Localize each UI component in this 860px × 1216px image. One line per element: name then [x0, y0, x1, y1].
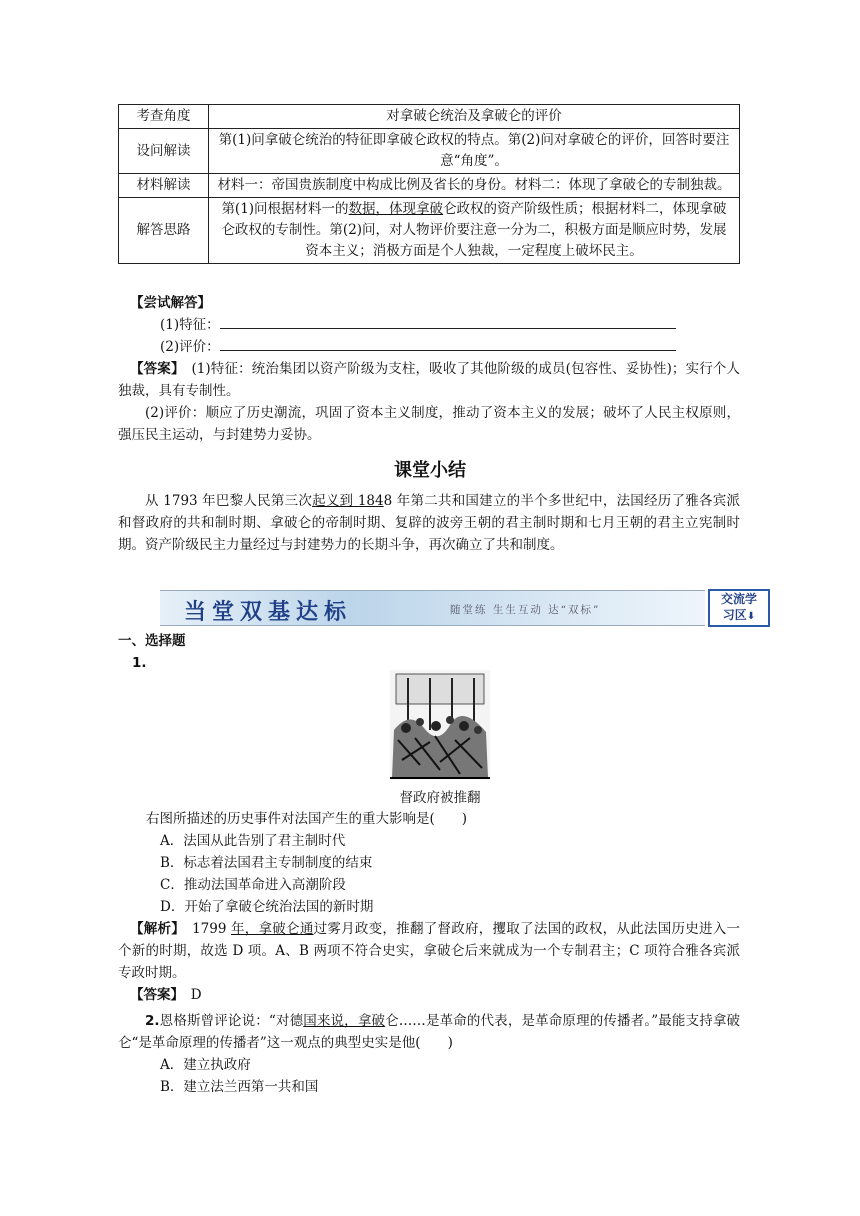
analysis-label: 【解析】: [130, 921, 179, 937]
text: 8 年第二共和国建立的半个多世纪中，法国经历了雅各宾派和督政府的共和制时期、拿破仑的帝制时期、复辟的波旁王朝的君主制时期和七月王朝的君主立宪制时期。资产阶级民主力量经过与封建势力的长期斗争，再次确立了共和制度。: [118, 493, 740, 553]
text: 交流学: [720, 592, 757, 606]
exchange-area-button[interactable]: [708, 589, 770, 627]
option-b[interactable]: B．建立法兰西第一共和国: [160, 1079, 319, 1095]
option-c[interactable]: C．推动法国革命进入高潮阶段: [160, 877, 346, 893]
table-value: [209, 198, 740, 264]
try-q2: [160, 336, 782, 358]
underlined-text: 国来说，拿破: [303, 1013, 386, 1029]
text: 恩格斯曾评论说：“对德: [159, 1013, 304, 1029]
text: 仑……是革命的代表，是革命原理的传播者。”最能支持拿破仑“是革命原理的传播者”这一观点的典型史实是他( ): [118, 1013, 741, 1051]
table-key: 设问解读: [119, 129, 209, 174]
section-heading: 一、选择题: [118, 633, 186, 649]
answer-blank[interactable]: [220, 314, 676, 329]
question-2-stem: [118, 1010, 740, 1054]
underlined-text: 数据，体现拿破: [348, 201, 444, 217]
text: 仑政权的资产阶级性质；根据材料二，体现拿破仑政权的专制性。第(2)问，对人物评价要注意一分为二，积极方面是顺应时势，发展资本主义；消极方面是个人独裁，一定程度上破坏民主。: [221, 201, 727, 259]
illustration-image: [390, 670, 490, 780]
table-row: [119, 198, 740, 264]
underlined-text: 年，拿破仑通: [231, 921, 314, 937]
table-row: [119, 174, 740, 198]
answer-label: 【答案】: [130, 361, 178, 377]
option-b[interactable]: B．标志着法国君主专制制度的结束: [160, 855, 373, 871]
answer-value: D: [190, 987, 202, 1003]
question-number: 2.: [145, 1013, 160, 1029]
answer-blank[interactable]: [220, 336, 676, 351]
banner-title: 当堂双基达标: [184, 600, 353, 625]
table-row: [119, 105, 740, 129]
answer-label: 【答案】: [130, 987, 178, 1003]
table-row: [119, 129, 740, 174]
image-caption: 督政府被推翻: [399, 790, 481, 806]
section-title: 课堂小结: [394, 460, 466, 481]
try-heading: 【尝试解答】: [130, 295, 211, 311]
question-number: 1.: [132, 655, 147, 671]
answer-p2: (2)评价：顺应了历史潮流，巩固了资本主义制度，推动了资本主义的发展；破坏了人民主权原则，强压民主运动，与封建势力妥协。: [118, 405, 740, 443]
table-key: 考查角度: [119, 105, 209, 129]
option-a[interactable]: A．建立执政府: [160, 1057, 251, 1073]
underlined-text: 起义到 184: [312, 493, 384, 509]
text: (1)特征：: [160, 317, 220, 333]
analysis-text: [118, 918, 740, 984]
question-stem: 右图所描述的历史事件对法国产生的重大影响是( ): [146, 811, 468, 827]
text: 过雾月政变，推翻了督政府，攫取了法国的政权，从此法国历史进入一个新的时期，故选 D 项。A、B 两项不符合史实，拿破仑后来就成为一个专制君主；C 项符合雅各宾派专政时期。: [118, 921, 741, 981]
try-q1: [160, 314, 782, 336]
arrow-down-icon: ⬇: [746, 611, 756, 622]
answer-p1: [118, 358, 740, 402]
analysis-table: [118, 104, 740, 264]
text: (1)特征：统治集团以资产阶级为支柱，吸收了其他阶级的成员(包容性、妥协性)；实行个人独裁，具有专制性。: [118, 361, 741, 399]
option-d[interactable]: D．开始了拿破仑统治法国的新时期: [160, 899, 374, 915]
table-key: 解答思路: [119, 198, 209, 264]
table-value: 材料一：帝国贵族制度中构成比例及省长的身份。材料二：体现了拿破仑的专制独裁。: [209, 174, 740, 198]
table-value: 对拿破仑统治及拿破仑的评价: [209, 105, 740, 129]
text: (2)评价：: [160, 339, 220, 355]
summary-text: [118, 490, 740, 556]
text: [710, 607, 768, 625]
text: 习区: [722, 608, 747, 622]
section-banner: [160, 590, 705, 626]
banner-subtitle: 随堂练 生生互动 达“双标”: [450, 604, 601, 616]
text: 1799: [178, 921, 231, 937]
answer-line: [130, 984, 752, 1006]
table-key: 材料解读: [119, 174, 209, 198]
text: 从 1793 年巴黎人民第三次: [145, 493, 313, 509]
text: 第(1)问根据材料一的: [221, 201, 349, 217]
option-a[interactable]: A．法国从此告别了君主制时代: [160, 833, 346, 849]
table-value: 第(1)问拿破仑统治的特征即拿破仑政权的特点。第(2)问对拿破仑的评价，回答时要注意“角度”。: [209, 129, 740, 174]
